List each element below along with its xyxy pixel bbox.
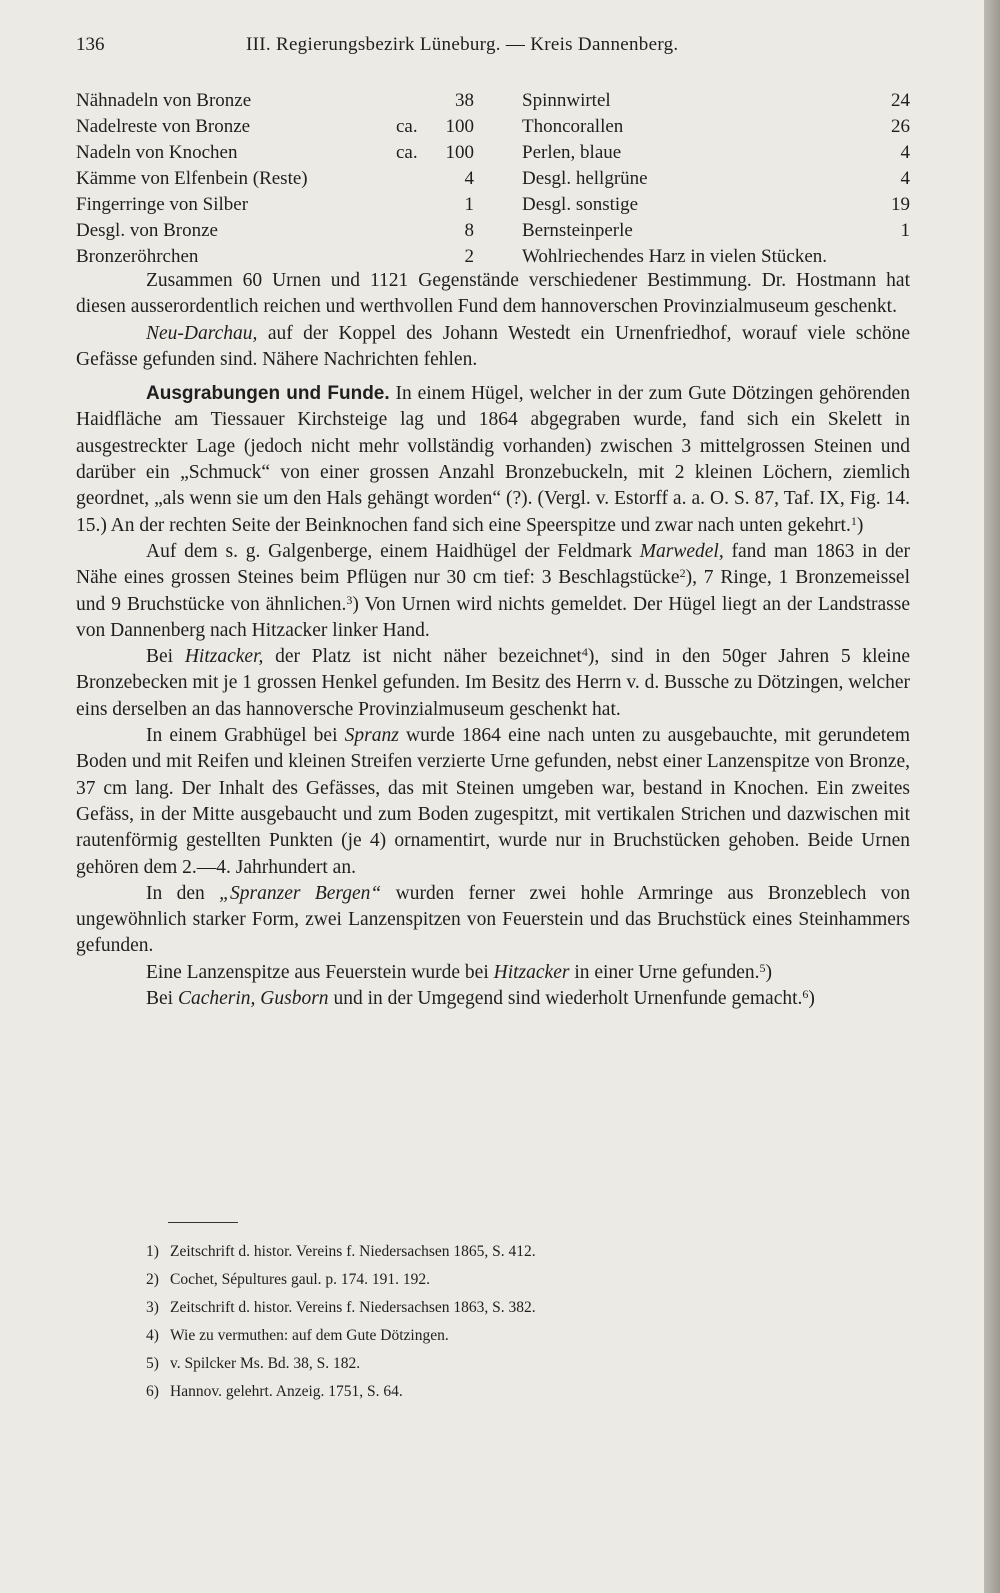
- footnote-mark: 3): [146, 1299, 159, 1316]
- list-item: [76, 218, 474, 244]
- paragraph-text: in einer Urne gefunden.: [569, 961, 760, 983]
- place-name: Marwedel,: [639, 540, 724, 562]
- paragraph-ausgrabungen: Ausgrabungen und Funde. In einem Hügel, welcher in der zum Gute Dötzingen gehörenden Haidfläche am Tiessauer Kirchsteige lag und 1864 abgegraben wurde, fand sich ein Skelett in ausgestreckter Lage (jedoch nicht mehr vollständig vorhanden) zwischen 3 mittelgrossen Steinen und darüber ein „Schmuck“ von einer grossen Anzahl Bronzebuckeln, mit 2 kleinen Löchern, ziemlich geordnet, „als wenn sie um den Hals gehängt worden“ (?). (Vergl. v. Estorff a. a. O. S. 87, Taf. IX, Fig. 14. 15.) An der rechten Seite der Beinknochen fand sich eine Speerspitze und zwar nach unten gekehrt.$^1$): [76, 383, 911, 536]
- paragraph-text: ) Von Urnen wird nichts gemeldet. Der Hügel liegt an der Landstrasse von Dannenberg nach Hitzacker linker Hand.: [76, 593, 910, 641]
- paragraph-text: und in der Umgegend sind wiederholt Urnenfunde gemacht.: [328, 988, 803, 1010]
- paragraph-cacherin: [76, 986, 910, 1012]
- item-quantity: 26: [891, 116, 910, 137]
- footnote: [146, 1238, 846, 1266]
- item-quantity: 100: [445, 142, 474, 163]
- footnote-text: Zeitschrift d. histor. Vereins f. Niedersachsen 1863, S. 382.: [170, 1299, 536, 1316]
- running-title: III. Regierungsbezirk Lüneburg. — Kreis Dannenberg.: [246, 34, 679, 55]
- list-item: [76, 88, 474, 114]
- item-approx: ca.: [396, 142, 418, 163]
- item-label: Thoncorallen: [522, 116, 624, 137]
- item-label: Desgl. von Bronze: [76, 220, 218, 241]
- inventory-right-column: [522, 88, 910, 270]
- footnote: [146, 1266, 846, 1294]
- paragraph-text: In einem Grabhügel bei: [146, 725, 345, 747]
- list-item: [76, 166, 474, 192]
- item-label: Nadeln von Knochen: [76, 142, 238, 163]
- item-quantity: 4: [900, 168, 910, 189]
- footnote-mark: 1): [146, 1243, 159, 1260]
- paragraph-text: ), 7 Ringe, 1 Bronzemeissel und 9 Bruchstücke von ähnlichen.: [76, 567, 911, 615]
- item-label: Wohlriechendes Harz in vielen Stücken.: [522, 246, 828, 267]
- paragraph-marwedel: [76, 539, 910, 644]
- place-name: Spranz: [344, 725, 399, 747]
- paragraph-text: Zusammen 60 Urnen und 1121 Gegenstände verschiedener Bestimmung. Dr. Hostmann hat diesen ausserordentlich reichen und werthvollen Fund dem hannoverschen Provinzialmuseum geschenkt.: [76, 270, 910, 318]
- paragraph-text: wurde 1864 eine nach unten zu ausgebauchte, mit gerundetem Boden und mit Reifen und kleinen Streifen verzierte Urne gefunden, nebst einer Lanzenspitze von Bronze, 37 cm lang. Der Inhalt des Gefässes, das mit Steinen umgeben war, bestand in Knochen. Ein zweites Gefäss, in der Mitte ausgebaucht und zum Boden zugespitzt, mit vertikalen Strichen und dazwischen mit rautenförmig gestellten Punkten (je 4) ornamentirt, wurde nur in Bruchstücken gehoben. Beide Urnen gehören dem 2.—4. Jahrhundert an.: [76, 725, 911, 878]
- place-name: Cacherin,: [177, 988, 256, 1010]
- list-item: [76, 114, 474, 140]
- inventory-left-column: [76, 88, 474, 270]
- footnote-ref: 5: [759, 960, 766, 975]
- section-heading: Ausgrabungen und Funde.: [146, 383, 390, 405]
- paragraph-text: ): [765, 961, 772, 983]
- item-label: Bronzeröhrchen: [76, 246, 199, 267]
- paragraph-text: Bei: [146, 988, 178, 1010]
- item-label: Perlen, blaue: [522, 142, 622, 163]
- item-label: Bernsteinperle: [522, 220, 633, 241]
- item-approx: ca.: [396, 116, 418, 137]
- list-item: [522, 244, 910, 270]
- paragraph-text: Eine Lanzenspitze aus Feuerstein wurde bei: [146, 961, 494, 983]
- item-quantity: 8: [464, 220, 474, 241]
- footnote-mark: 2): [146, 1271, 159, 1288]
- footnote-ref: 2: [679, 566, 686, 581]
- item-quantity: 1: [900, 220, 910, 241]
- place-name: Hitzacker: [493, 961, 570, 983]
- item-label: Nähnadeln von Bronze: [76, 90, 252, 111]
- paragraph-text: fand man 1863 in der Nähe eines grossen Steines beim Pflügen nur 30 cm tief: 3 Beschlagstücke: [76, 540, 910, 589]
- footnote-text: Wie zu vermuthen: auf dem Gute Dötzingen.: [170, 1327, 449, 1344]
- footnote-mark: 4): [146, 1327, 159, 1344]
- footnote-text: Hannov. gelehrt. Anzeig. 1751, S. 64.: [170, 1383, 403, 1400]
- paragraph-spranzer-bergen: [76, 881, 910, 960]
- item-label: Spinnwirtel: [522, 90, 611, 111]
- paragraph-text: ), sind in den 50ger Jahren 5 kleine Bronzebecken mit je 1 grossen Henkel gefunden. Im Besitz des Herrn v. d. Bussche zu Dötzingen, welcher eins derselben an das hannoversche Provinzialmuseum geschenkt hat.: [76, 646, 911, 720]
- footnote-mark: 6): [146, 1383, 159, 1400]
- item-label: Nadelreste von Bronze: [76, 116, 251, 137]
- item-quantity: 4: [464, 168, 474, 189]
- paragraph-lanzenspitze: [76, 960, 910, 986]
- paragraph-text: Auf dem s. g. Galgenberge, einem Haidhügel der Feldmark: [146, 540, 640, 562]
- footnote-text: Zeitschrift d. histor. Vereins f. Niedersachsen 1865, S. 412.: [170, 1243, 536, 1260]
- body-text: [76, 268, 910, 1012]
- footnote-ref: 1: [850, 513, 857, 528]
- list-item: [522, 114, 910, 140]
- footnote-ref: 3: [346, 592, 353, 607]
- list-item: [522, 192, 910, 218]
- list-item: [522, 88, 910, 114]
- page-header: [76, 30, 906, 60]
- paragraph-text: In einem Hügel, welcher in der zum Gute Dötzingen gehörenden Haidfläche am Tiessauer Kirchsteige lag und 1864 abgegraben wurde, fand sich ein Skelett in ausgestreckter Lage (jedoch nicht mehr vollständig vorhanden) zwischen 3 mittelgrossen Steinen und darüber ein „Schmuck“ von einer grossen Anzahl Bronzebuckeln, mit 2 kleinen Löchern, ziemlich geordnet, „als wenn sie um den Hals gehängt worden“ (?). (Vergl. v. Estorff a. a. O. S. 87, Taf. IX, Fig. 14. 15.) An der rechten Seite der Beinknochen fand sich eine Speerspitze und zwar nach unten gekehrt.: [76, 383, 911, 536]
- paragraph-text: Bei: [146, 646, 185, 668]
- item-quantity: 4: [900, 142, 910, 163]
- item-quantity: 24: [891, 90, 910, 111]
- list-item: [522, 166, 910, 192]
- page-number: 136: [76, 34, 105, 55]
- footnote-divider: [168, 1222, 238, 1223]
- footnote: [146, 1378, 846, 1406]
- paragraph-neu-darchau: [76, 321, 910, 374]
- footnote: [146, 1350, 846, 1378]
- paragraph-text: wurden ferner zwei hohle Armringe aus Bronzeblech von ungewöhnlich starker Form, zwei Lanzenspitzen von Feuerstein und das Bruchstück eines Steinhammers gefunden.: [76, 882, 911, 957]
- paragraph-text: In den: [146, 882, 220, 904]
- item-quantity: 100: [445, 116, 474, 137]
- paragraph-summary: [76, 268, 910, 321]
- paragraph-text: auf der Koppel des Johann Westedt ein Urnenfriedhof, worauf viele schöne Gefässe gefunden sind. Nähere Nachrichten fehlen.: [76, 322, 910, 370]
- footnote-text: Cochet, Sépultures gaul. p. 174. 191. 192.: [170, 1271, 431, 1288]
- list-item: [76, 192, 474, 218]
- footnote-ref: 6: [802, 987, 809, 1002]
- paragraph-spranz: [76, 723, 910, 881]
- list-item: [76, 140, 474, 166]
- item-label: Desgl. hellgrüne: [522, 168, 648, 189]
- item-quantity: 2: [464, 246, 474, 267]
- item-quantity: 1: [464, 194, 474, 215]
- place-name: Gusborn: [260, 988, 329, 1010]
- item-label: Desgl. sonstige: [522, 194, 639, 215]
- paragraph-hitzacker: [76, 644, 910, 723]
- footnote-text: v. Spilcker Ms. Bd. 38, S. 182.: [170, 1355, 361, 1372]
- item-quantity: 38: [455, 90, 474, 111]
- paragraph-text: ): [808, 988, 815, 1010]
- item-label: Kämme von Elfenbein (Reste): [76, 168, 308, 189]
- list-item: [522, 140, 910, 166]
- place-name: Hitzacker,: [184, 646, 264, 668]
- paragraph-text: der Platz ist nicht näher bezeichnet: [263, 646, 582, 668]
- page-edge: [984, 0, 1000, 1593]
- footnote-mark: 5): [146, 1355, 159, 1372]
- footnote: [146, 1322, 846, 1350]
- item-label: Fingerringe von Silber: [76, 194, 249, 215]
- list-item: [522, 218, 910, 244]
- footnote-ref: 4: [581, 645, 588, 660]
- list-item: [76, 244, 474, 270]
- footnotes: [146, 1238, 846, 1406]
- item-quantity: 19: [891, 194, 910, 215]
- place-name: Neu-Darchau,: [146, 322, 258, 344]
- footnote: [146, 1294, 846, 1322]
- place-name: „Spranzer Bergen“: [219, 882, 382, 904]
